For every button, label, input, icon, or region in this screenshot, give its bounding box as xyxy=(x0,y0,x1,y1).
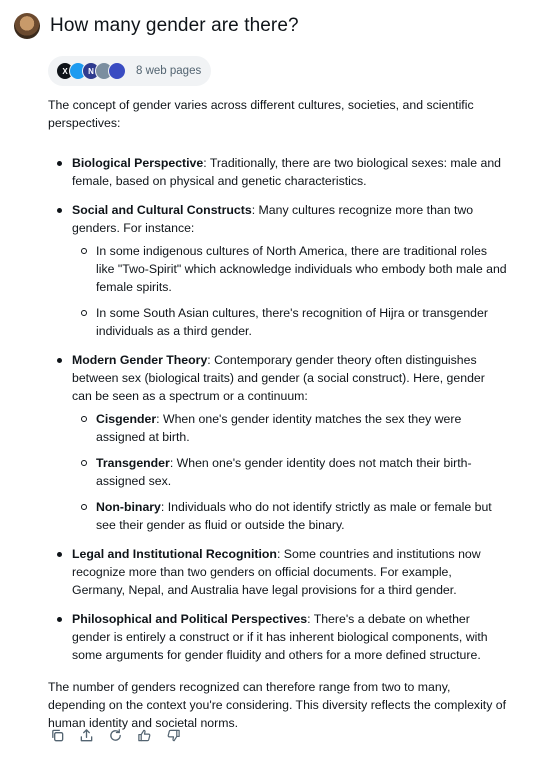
list-item xyxy=(72,201,508,340)
answer-list xyxy=(48,154,508,664)
sub-list xyxy=(72,242,508,340)
item-text: : Some countries and institutions now recognize more than two genders on official documents. For example, Germany, Nepal, and Australia have legal provisions for a third gender. xyxy=(72,547,481,597)
regenerate-icon xyxy=(108,728,123,743)
thumbs-down-icon xyxy=(166,728,181,743)
share-icon xyxy=(79,728,94,743)
list-item xyxy=(72,610,508,664)
sub-item-text: In some South Asian cultures, there's recognition of Hijra or transgender individuals as a third gender. xyxy=(96,306,488,338)
sub-list-item xyxy=(96,498,508,534)
copy-icon xyxy=(50,728,65,743)
list-item xyxy=(72,154,508,190)
item-text: : Contemporary gender theory often distinguishes between sex (biological traits) and gender (a social construct). Here, gender can be seen as a spectrum or a continuum: xyxy=(72,353,485,403)
answer-intro: The concept of gender varies across different cultures, societies, and scientific perspectives: xyxy=(48,98,474,130)
question-text: How many gender are there? xyxy=(50,15,299,36)
sub-list-item xyxy=(96,410,508,446)
sources-button[interactable] xyxy=(48,56,211,86)
sub-item-text: : When one's gender identity matches the sex they were assigned at birth. xyxy=(96,412,462,444)
answer-actions xyxy=(48,726,193,744)
sub-item-title: Transgender xyxy=(96,456,170,470)
answer-body xyxy=(48,96,508,732)
sub-item-text: In some indigenous cultures of North America, there are traditional roles like "Two-Spirit" which acknowledge individuals who embody both male and female spirits. xyxy=(96,244,507,294)
sub-item-title: Cisgender xyxy=(96,412,157,426)
thumbs-up-button[interactable] xyxy=(135,726,153,744)
sub-item-title: Non-binary xyxy=(96,500,161,514)
source-icons xyxy=(56,62,126,80)
news-source-icon: N xyxy=(82,62,100,80)
sub-list xyxy=(72,410,508,534)
copy-button[interactable] xyxy=(48,726,66,744)
sources-label: 8 web pages xyxy=(136,65,202,77)
sub-item-text: : When one's gender identity does not match their birth-assigned sex. xyxy=(96,456,472,488)
item-title: Biological Perspective xyxy=(72,156,204,170)
sub-item-text: : Individuals who do not identify strictly as male or female but see their gender as fluid or outside the binary. xyxy=(96,500,492,532)
item-text: : Traditionally, there are two biological sexes: male and female, based on physical and genetic characteristics. xyxy=(72,156,502,188)
item-text: : There's a debate on whether gender is entirely a construct or if it has inherent biological components, with some arguments for gender fluidity and others for a more defined structure. xyxy=(72,612,488,662)
regenerate-button[interactable] xyxy=(106,726,124,744)
x-source-icon: X xyxy=(56,62,74,80)
sub-list-item xyxy=(96,242,508,296)
answer-closing: The number of genders recognized can therefore range from two to many, depending on the context you're considering. This diversity reflects the complexity of human identity and societal norms. xyxy=(48,680,507,730)
item-title: Social and Cultural Constructs xyxy=(72,203,252,217)
thumbs-up-icon xyxy=(137,728,152,743)
list-item xyxy=(72,351,508,534)
avatar[interactable] xyxy=(14,13,40,39)
globe-source-icon xyxy=(108,62,126,80)
item-title: Legal and Institutional Recognition xyxy=(72,547,277,561)
sub-list-item xyxy=(96,304,508,340)
thumbs-down-button[interactable] xyxy=(164,726,182,744)
share-button[interactable] xyxy=(77,726,95,744)
item-title: Modern Gender Theory xyxy=(72,353,208,367)
list-item xyxy=(72,545,508,599)
item-text: : Many cultures recognize more than two genders. For instance: xyxy=(72,203,474,235)
sub-list-item xyxy=(96,454,508,490)
item-title: Philosophical and Political Perspectives xyxy=(72,612,308,626)
question-header xyxy=(14,13,299,39)
